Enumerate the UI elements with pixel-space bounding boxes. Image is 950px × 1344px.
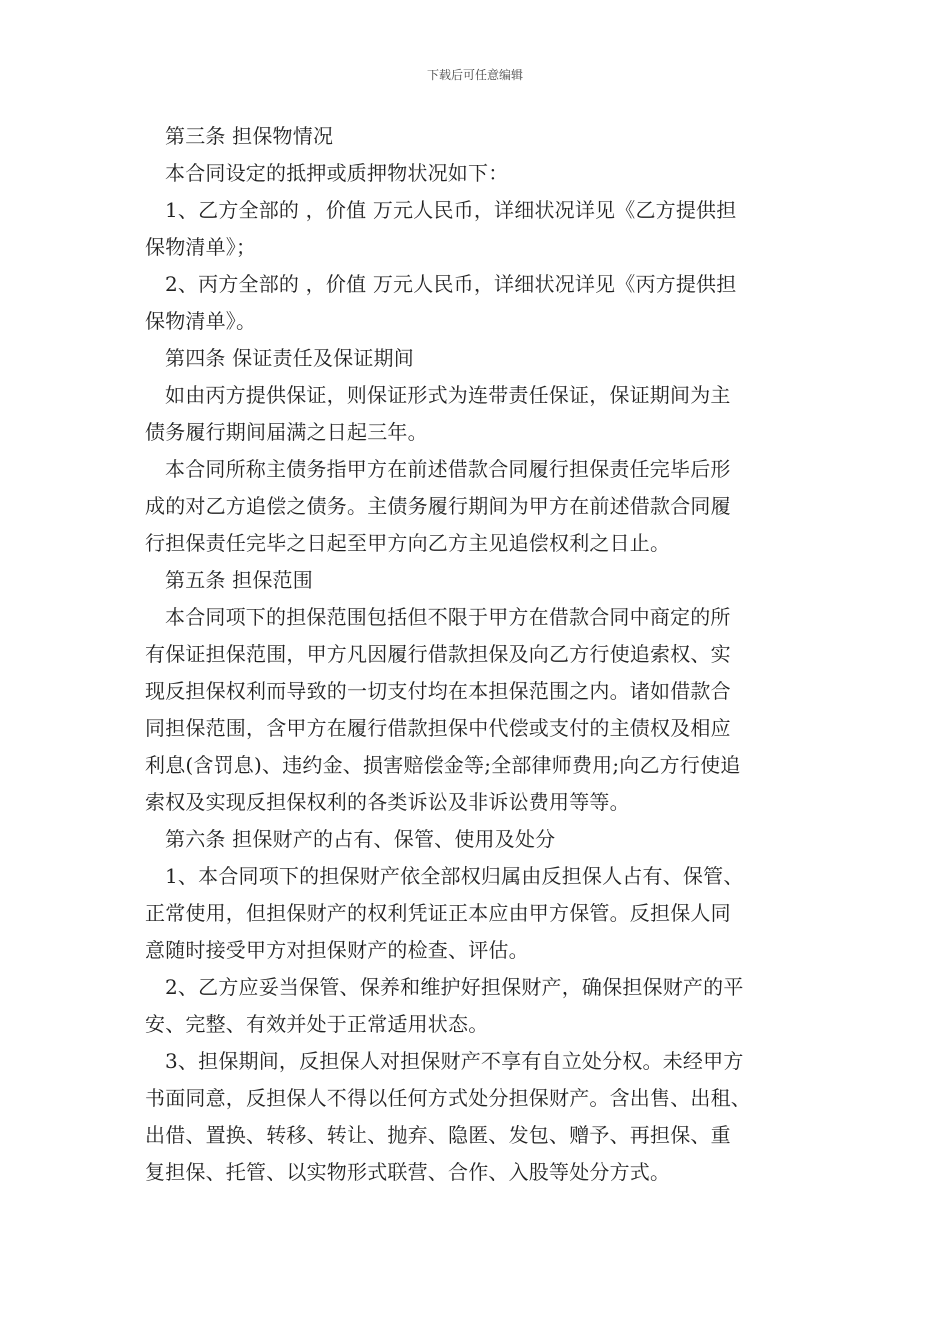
paragraph-line: 现反担保权利而导致的一切支付均在本担保范围之内。诸如借款合 [145, 679, 731, 703]
article-3-heading: 第三条 担保物情况 [165, 124, 334, 148]
paragraph-line: 意随时接受甲方对担保财产的检查、评估。 [145, 938, 529, 962]
paragraph-line: 复担保、托管、以实物形式联营、合作、入股等处分方式。 [145, 1160, 671, 1184]
paragraph-line: 债务履行期间届满之日起三年。 [145, 420, 428, 444]
paragraph-line: 出借、置换、转移、转让、抛弃、隐匿、发包、赠予、再担保、重 [145, 1123, 731, 1147]
article-5-heading: 第五条 担保范围 [165, 568, 313, 592]
paragraph-line: 如由丙方提供保证，则保证形式为连带责任保证，保证期间为主 [165, 383, 731, 407]
paragraph-line: 正常使用，但担保财产的权利凭证正本应由甲方保管。反担保人同 [145, 901, 731, 925]
paragraph-line: 本合同所称主债务指甲方在前述借款合同履行担保责任完毕后形 [165, 457, 731, 481]
paragraph-line: 1、本合同项下的担保财产依全部权归属由反担保人占有、保管、 [165, 864, 744, 888]
header-note: 下载后可任意编辑 [426, 68, 523, 82]
paragraph-line: 保物清单》； [145, 235, 257, 259]
paragraph-line: 书面同意，反担保人不得以任何方式处分担保财产。含出售、出租、 [145, 1086, 751, 1110]
document-body [145, 118, 817, 1191]
paragraph-line: 同担保范围，含甲方在履行借款担保中代偿或支付的主债权及相应 [145, 716, 731, 740]
paragraph-line: 3、担保期间，反担保人对担保财产不享有自立处分权。未经甲方 [165, 1049, 744, 1073]
paragraph-line: 2、丙方全部的 ，价值 万元人民币，详细状况详见《丙方提供担 [165, 272, 737, 296]
paragraph-line: 安、完整、有效并处于正常适用状态。 [145, 1012, 489, 1036]
paragraph-line: 索权及实现反担保权利的各类诉讼及非诉讼费用等等。 [145, 790, 630, 814]
article-6-heading: 第六条 担保财产的占有、保管、使用及处分 [165, 827, 556, 851]
paragraph-line: 利息(含罚息)、违约金、损害赔偿金等;全部律师费用;向乙方行使追 [145, 753, 741, 777]
paragraph-line: 保物清单》。 [145, 309, 257, 333]
paragraph-line: 成的对乙方追偿之债务。主债务履行期间为甲方在前述借款合同履 [145, 494, 731, 518]
paragraph-line: 行担保责任完毕之日起至甲方向乙方主见追偿权利之日止。 [145, 531, 671, 555]
paragraph-line: 本合同设定的抵押或质押物状况如下： [165, 161, 509, 185]
paragraph-line: 2、乙方应妥当保管、保养和维护好担保财产，确保担保财产的平 [165, 975, 744, 999]
paragraph-line: 有保证担保范围，甲方凡因履行借款担保及向乙方行使追索权、实 [145, 642, 731, 666]
paragraph-line: 1、乙方全部的 ，价值 万元人民币，详细状况详见《乙方提供担 [165, 198, 737, 222]
paragraph-line: 本合同项下的担保范围包括但不限于甲方在借款合同中商定的所 [165, 605, 731, 629]
article-4-heading: 第四条 保证责任及保证期间 [165, 346, 414, 370]
